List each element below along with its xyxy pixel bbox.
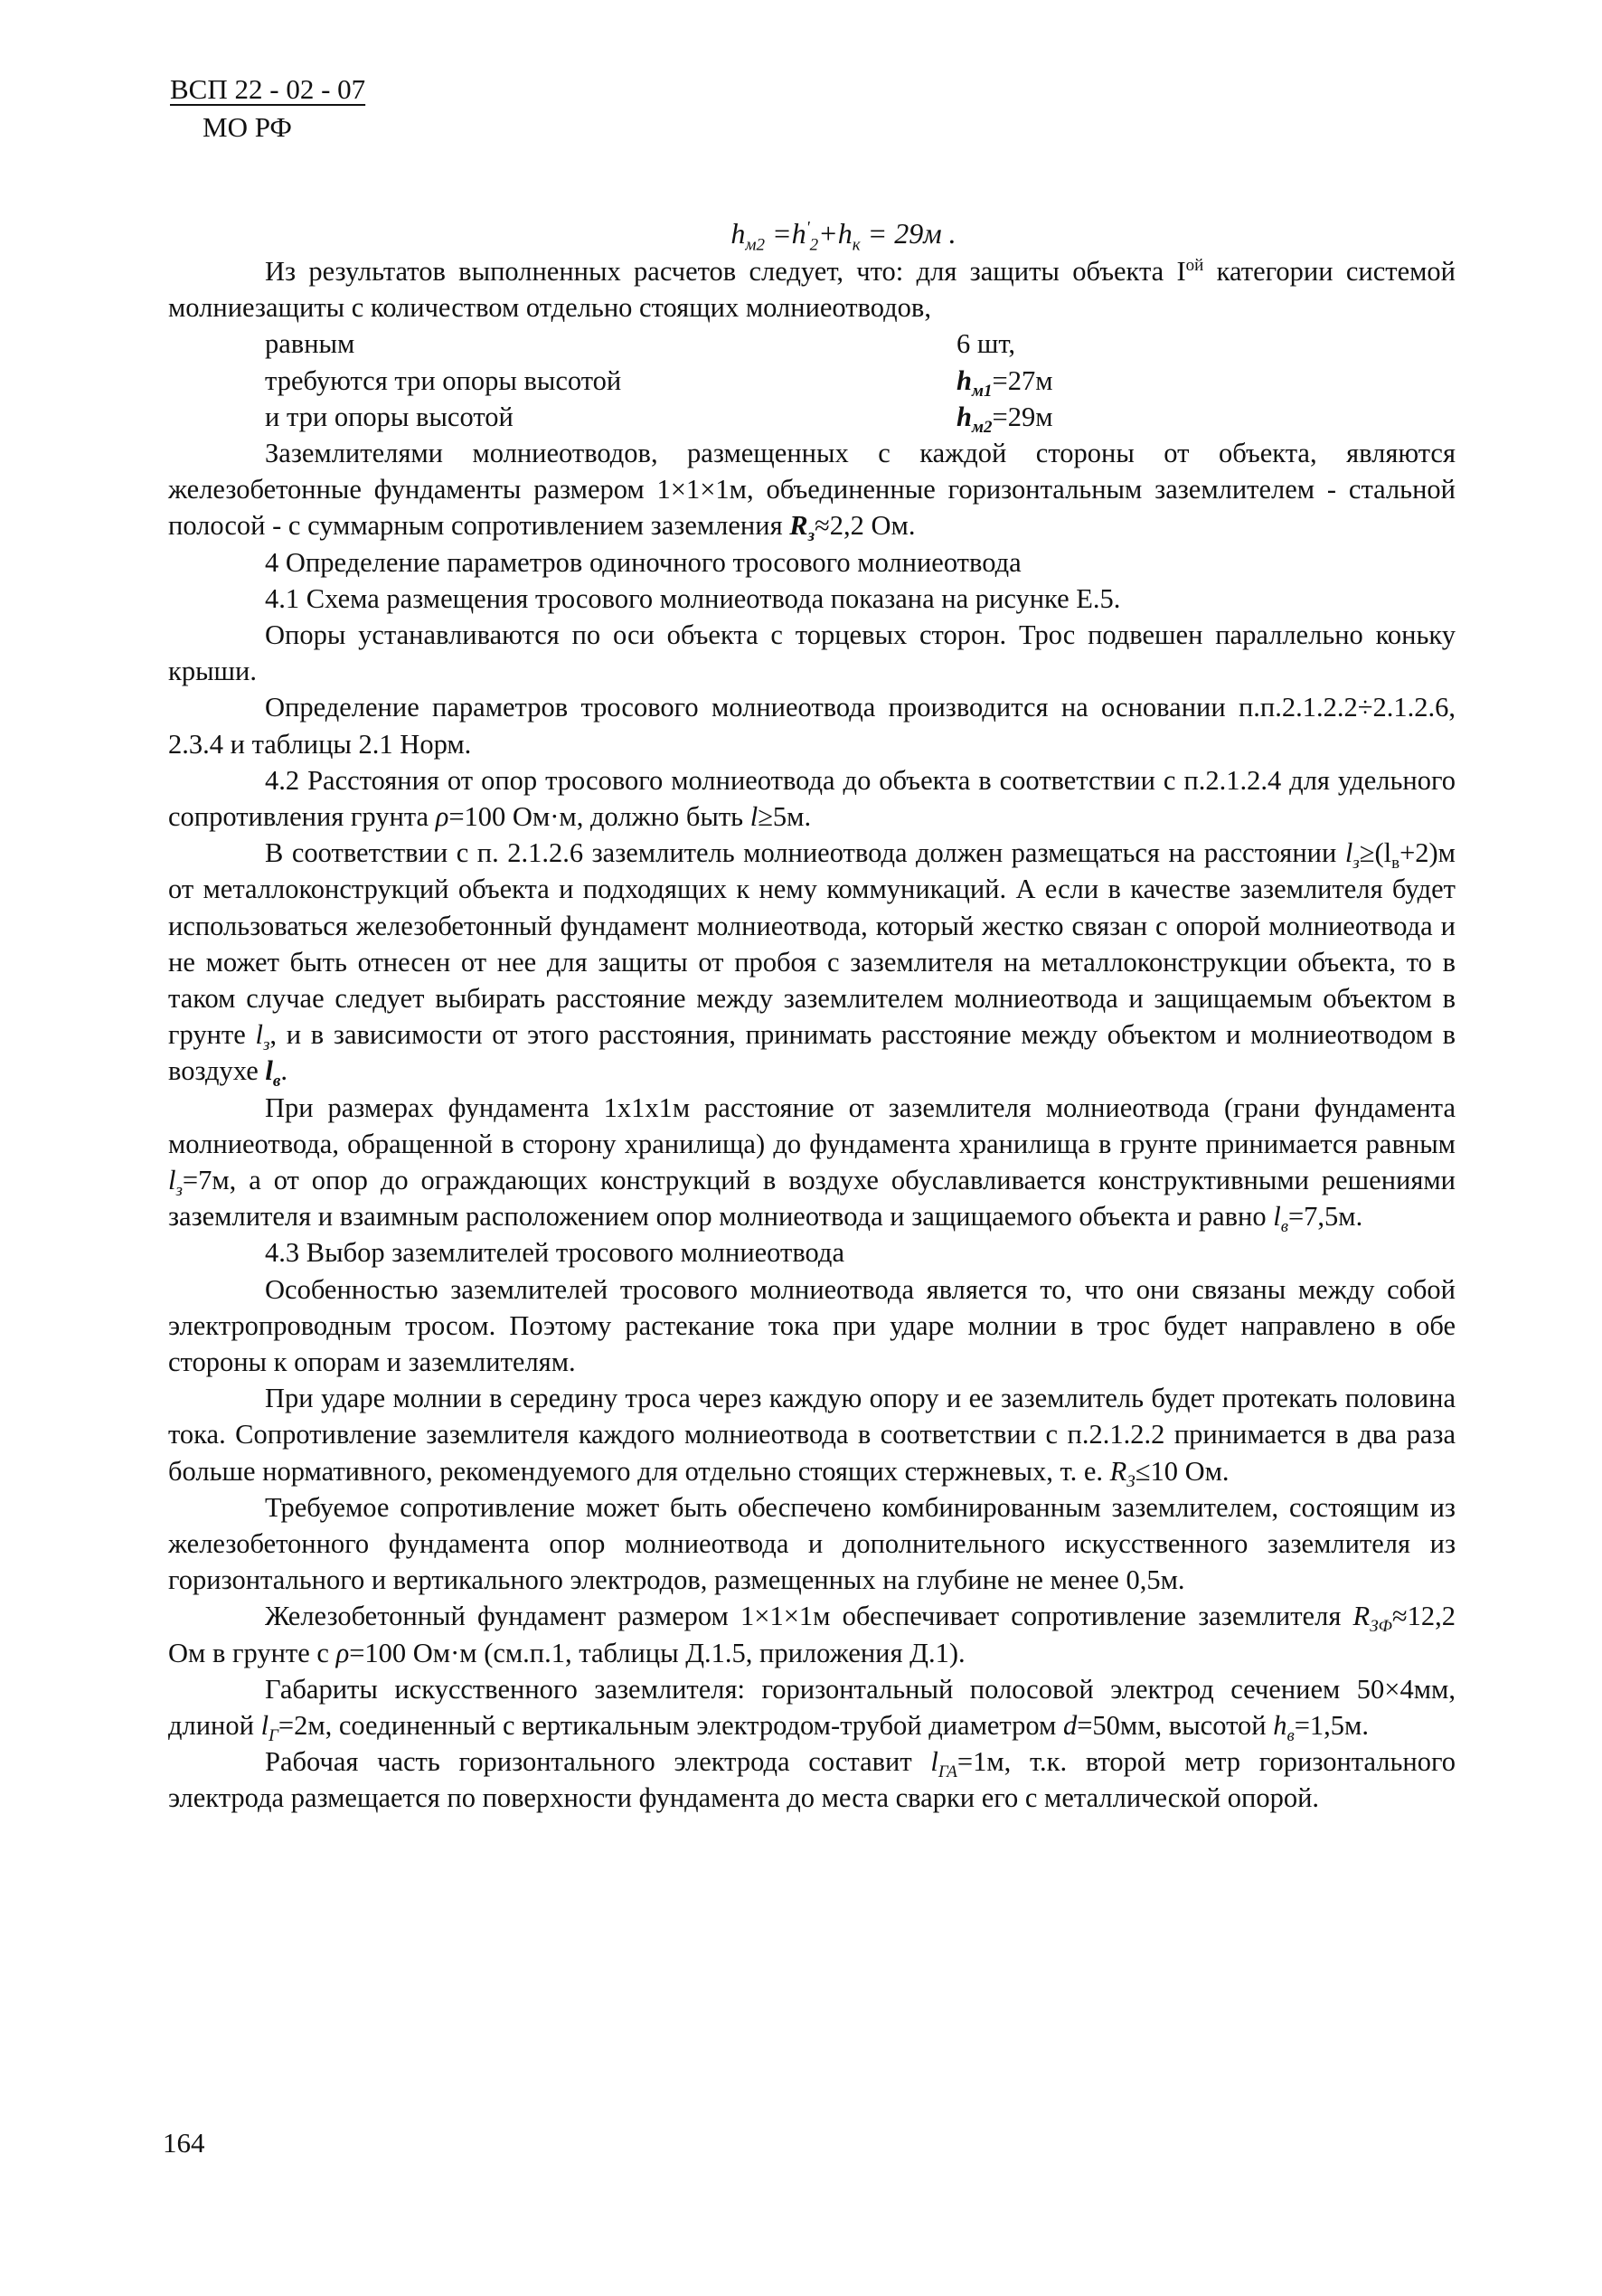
result-row: и три опоры высотой $h_{м2}=29м$ [265, 401, 1053, 437]
paragraph: Заземлителями молниеотводов, размещенных с каждой стороны от объекта, являются железобетонные фундаменты размером 1×1×1м, объединенные горизонтальным заземлителем - стальной полосой - с суммарным сопротивлением заземления $R_з\approx 2,2$ Ом. [168, 437, 1456, 546]
section-heading: 4.1 Схема размещения тросового молниеотвода показана на рисунке Е.5. [265, 582, 1121, 614]
result-row: требуются три опоры высотой $h_{м1}=27м$ [265, 364, 1053, 401]
section-heading: 4.3 Выбор заземлителей тросового молниеотвода [265, 1237, 844, 1269]
paragraph: Железобетонный фундамент размером 1×1×1м обеспечивает сопротивление заземлителя $R_{ЗФ}\approx 12,2$ Ом в грунте с ρ=100 Ом·м (см.п.1, таблицы Д.1.5, приложения Д.1). [168, 1601, 1456, 1668]
paragraph: 4.2 Расстояния от опор тросового молниеотвода до объекта в соответствии с п.2.1.2.4 для удельного сопротивления грунта ρ=100 Ом·м, должно быть l≥5м. [168, 764, 1456, 832]
organization-label: МО РФ [203, 111, 292, 143]
document-body [168, 213, 1456, 1817]
section-heading: 4 Определение параметров одиночного тросового молниеотвода [265, 546, 1022, 578]
paragraph: Из результатов выполненных расчетов следует, что: для защиты объекта $I^{ой}$ категории системой молниезащиты с количеством отдельно стоящих молниеотводов, [168, 255, 1456, 324]
paragraph: Габариты искусственного заземлителя: горизонтальный полосовой электрод сечением 50×4мм, длиной $l_Г=2м$, соединенный с вертикальным электродом-трубой диаметром d=50мм, высотой $h_в=1,5м$. [168, 1673, 1456, 1746]
page-number: 164 [163, 2127, 205, 2159]
paragraph: Определение параметров тросового молниеотвода производится на основании п.п.2.1.2.2÷2.1.2.6, 2.3.4 и таблицы 2.1 Норм. [168, 692, 1456, 760]
paragraph: Опоры устанавливаются по оси объекта с торцевых сторон. Трос подвешен параллельно коньку крыши. [168, 619, 1456, 687]
document-header [170, 71, 365, 146]
result-row: равным 6 шт, [265, 328, 1016, 360]
paragraph: Требуемое сопротивление может быть обеспечено комбинированным заземлителем, состоящим из железобетонного фундамента опор молниеотвода и дополнительного искусственного заземлителя из горизонтального и вертикального электродов, размещенных на глубине не менее 0,5м. [168, 1491, 1456, 1596]
paragraph: Рабочая часть горизонтального электрода составит $l_{ГА}=1м$, т.к. второй метр горизонтального электрода размещается по поверхности фундамента до места сварки его с металлической опорой. [168, 1746, 1456, 1814]
height-formula: $h_{м2} =h'_2+h_к = 29м$ . [730, 217, 956, 255]
paragraph: При ударе молнии в середину троса через каждую опору и ее заземлитель будет протекать половина тока. Сопротивление заземлителя каждого молниеотвода в соответствии с п.2.1.2.2 принимается в два раза больше нормативного, рекомендуемого для отдельно стоящих стержневых, т. е. $R_З\le 10$ Ом. [168, 1383, 1456, 1491]
paragraph: Особенностью заземлителей тросового молниеотвода является то, что они связаны между собой электропроводным тросом. Поэтому растекание тока при ударе молнии в трос будет направлено в обе стороны к опорам и заземлителям. [168, 1273, 1456, 1378]
paragraph: В соответствии с п. 2.1.2.6 заземлитель молниеотвода должен размещаться на расстоянии $l_з\ge(l_в+2)м$ от металлоконструкций объекта и подходящих к нему коммуникаций. А если в качестве заземлителя будет использоваться железобетонный фундамент молниеотвода, который жестко связан с опорой молниеотвода и не может быть отнесен от нее для защиты от пробоя с заземлителя на металлоконструкции объекта, то в таком случае следует выбирать расстояние между заземлителем молниеотвода и защищаемым объектом в грунте $l_з$, и в зависимости от этого расстояния, принимать расстояние между объектом и молниеотводом в воздухе $l_в$. [168, 837, 1456, 1091]
paragraph: При размерах фундамента 1х1х1м расстояние от заземлителя молниеотвода (грани фундамента молниеотвода, обращенной в сторону хранилища) до фундамента хранилища в грунте принимается равным $l_з=7м$, а от опор до ограждающих конструкций в воздухе обуславливается конструктивными решениями заземлителя и взаимным расположением опор молниеотвода и защищаемого объекта и равно $l_в=7,5м$. [168, 1091, 1456, 1237]
standard-code: ВСП 22 - 02 - 07 [170, 73, 366, 105]
